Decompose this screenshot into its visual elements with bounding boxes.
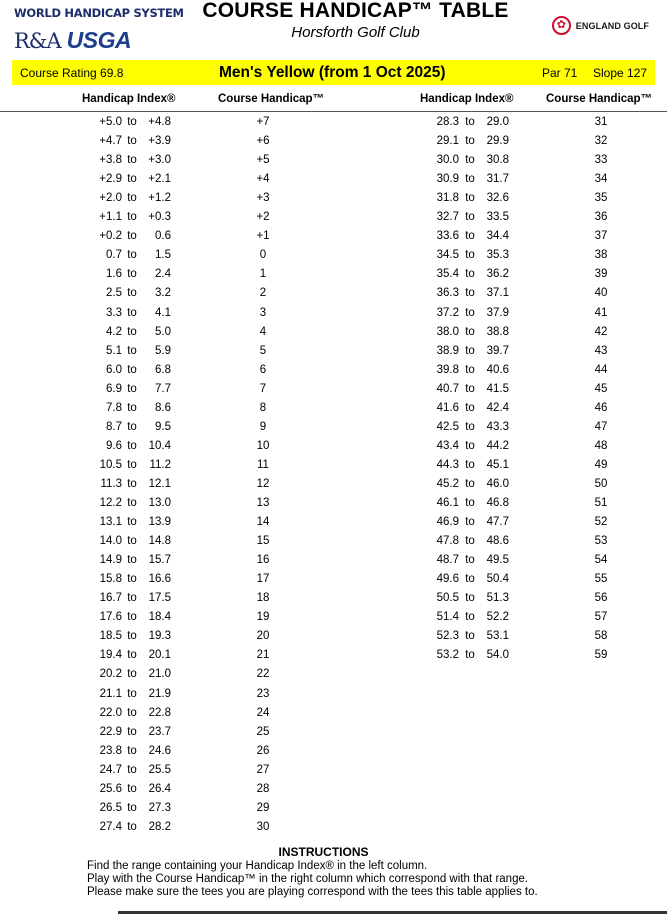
instructions-title: INSTRUCTIONS — [278, 845, 369, 859]
course-handicap-value: 7 — [259, 382, 267, 395]
index-range-low: 52.3 — [436, 630, 459, 643]
tee-info-band — [12, 60, 655, 85]
course-handicap-value: 8 — [259, 401, 267, 414]
par-value: Par 71 — [542, 65, 578, 80]
index-range-low: +5.0 — [99, 116, 122, 128]
index-range-high: 7.7 — [155, 382, 171, 395]
index-range-high: 33.5 — [486, 211, 509, 224]
index-range-high: 53.1 — [486, 630, 509, 643]
course-handicap-value: +4 — [256, 173, 270, 186]
left-course-handicap-header: Course Handicap™ — [218, 93, 325, 105]
left-index-header: Handicap Index® — [82, 93, 176, 105]
index-range-high: 49.5 — [486, 554, 509, 567]
index-range-high: 45.1 — [486, 458, 509, 471]
index-range-low: 39.8 — [436, 363, 459, 376]
index-range-low: 42.5 — [436, 420, 459, 433]
index-range-high: 36.2 — [486, 268, 509, 281]
index-range-low: 46.1 — [436, 497, 459, 509]
club-name: Horsforth Golf Club — [291, 24, 420, 41]
index-range-low: 41.6 — [436, 401, 459, 414]
index-range-low: 53.2 — [436, 649, 459, 662]
instruction-line: Find the range containing your Handicap Index® in the left column. — [87, 860, 428, 872]
index-range-low: +2.9 — [99, 173, 122, 186]
world-handicap-system-logo: WORLD HANDICAP SYSTEM — [14, 6, 184, 20]
course-handicap-value: 46 — [594, 401, 608, 414]
range-separator: to — [465, 516, 475, 529]
index-range-low: 50.5 — [436, 592, 459, 605]
course-handicap-value: 21 — [256, 649, 270, 662]
index-range-low: 47.8 — [436, 535, 459, 548]
course-handicap-value: 55 — [594, 573, 608, 586]
index-range-low: 10.5 — [99, 458, 122, 471]
range-separator: to — [127, 116, 137, 128]
course-handicap-value: 20 — [256, 630, 270, 643]
course-handicap-value: 14 — [256, 516, 270, 529]
course-handicap-value: 32 — [594, 135, 608, 148]
range-separator: to — [127, 268, 137, 281]
course-handicap-value: 56 — [594, 592, 608, 605]
index-range-high: 15.7 — [148, 554, 171, 567]
instructions — [0, 845, 667, 899]
range-separator: to — [465, 477, 475, 490]
index-range-low: 20.2 — [99, 668, 122, 681]
range-separator: to — [127, 439, 137, 452]
rose-icon: ✿ — [552, 16, 571, 35]
right-index-header: Handicap Index® — [420, 93, 514, 105]
course-handicap-value: +3 — [256, 192, 270, 205]
index-range-high: 32.6 — [486, 192, 509, 205]
index-range-high: 31.7 — [486, 173, 509, 186]
index-range-high: 46.0 — [486, 477, 509, 490]
range-separator: to — [127, 154, 137, 167]
index-range-high: 20.1 — [148, 649, 171, 662]
instruction-line: Play with the Course Handicap™ in the right column which correspond with that range. — [87, 873, 529, 885]
range-separator: to — [127, 535, 137, 548]
index-range-high: 54.0 — [486, 649, 509, 662]
course-rating: Course Rating 69.8 — [20, 65, 124, 80]
course-handicap-value: 11 — [257, 458, 269, 471]
course-handicap-value: 3 — [259, 306, 267, 319]
course-handicap-value: 6 — [259, 363, 267, 376]
course-handicap-value: 12 — [256, 477, 270, 490]
index-range-low: 17.6 — [99, 611, 122, 624]
index-range-high: 29.9 — [486, 135, 509, 148]
course-handicap-value: 25 — [256, 725, 270, 738]
index-range-high: 24.6 — [148, 744, 171, 757]
course-handicap-value: 48 — [594, 439, 608, 452]
index-range-high: 39.7 — [486, 344, 509, 357]
range-separator: to — [465, 287, 475, 300]
index-range-high: 41.5 — [486, 382, 509, 395]
range-separator: to — [127, 573, 137, 586]
index-range-low: 23.8 — [99, 744, 122, 757]
tee-name: Men's Yellow (from 1 Oct 2025) — [219, 63, 446, 81]
index-range-low: 29.1 — [436, 135, 459, 148]
index-range-low: 25.6 — [99, 782, 122, 795]
course-handicap-value: 53 — [594, 535, 608, 548]
course-handicap-value: 28 — [256, 782, 270, 795]
index-range-high: 16.6 — [148, 573, 171, 586]
range-separator: to — [127, 687, 137, 700]
page-title: COURSE HANDICAP™ TABLE — [202, 0, 509, 22]
index-range-low: 51.4 — [436, 611, 459, 624]
index-range-low: 8.7 — [106, 420, 122, 433]
course-handicap-value: 13 — [256, 497, 270, 509]
index-range-low: 16.7 — [99, 592, 122, 605]
range-separator: to — [465, 401, 475, 414]
index-range-low: 0.7 — [106, 249, 122, 262]
index-range-high: 12.1 — [148, 477, 171, 490]
range-separator: to — [127, 782, 137, 795]
course-handicap-value: 17 — [256, 573, 270, 586]
index-range-low: 36.3 — [436, 287, 459, 300]
range-separator: to — [127, 477, 137, 490]
index-range-low: 27.4 — [99, 820, 122, 833]
index-range-high: 48.6 — [486, 535, 509, 548]
index-range-low: 1.6 — [106, 268, 122, 281]
range-separator: to — [127, 458, 137, 471]
index-range-low: 21.1 — [99, 687, 122, 700]
index-range-low: 13.1 — [99, 516, 122, 529]
range-separator: to — [465, 325, 475, 338]
range-separator: to — [465, 116, 475, 128]
range-separator: to — [127, 668, 137, 681]
instruction-line: Please make sure the tees you are playing correspond with the tees this table applies to. — [87, 886, 538, 898]
index-range-high: 2.4 — [155, 268, 171, 281]
course-handicap-value: 9 — [259, 420, 267, 433]
index-range-high: 29.0 — [486, 116, 509, 128]
right-course-handicap-header: Course Handicap™ — [546, 93, 653, 105]
footer-rule — [118, 911, 667, 914]
course-handicap-value: 34 — [594, 173, 608, 186]
index-range-high: 43.3 — [486, 420, 509, 433]
index-range-low: 14.0 — [99, 535, 122, 548]
range-separator: to — [127, 344, 137, 357]
course-handicap-value: 22 — [256, 668, 270, 681]
course-handicap-value: +5 — [256, 154, 270, 167]
course-handicap-value: 23 — [256, 687, 270, 700]
range-separator: to — [465, 611, 475, 624]
usga-logo: USGA — [66, 27, 132, 53]
course-handicap-value: 2 — [259, 287, 267, 300]
range-separator: to — [465, 458, 475, 471]
randa-logo: R&A — [14, 29, 61, 53]
range-separator: to — [127, 420, 137, 433]
range-separator: to — [127, 554, 137, 567]
range-separator: to — [465, 535, 475, 548]
index-range-high: 37.9 — [486, 306, 509, 319]
course-handicap-value: 47 — [594, 420, 608, 433]
range-separator: to — [127, 325, 137, 338]
index-range-high: 47.7 — [486, 516, 509, 529]
index-range-high: 21.0 — [148, 668, 171, 681]
index-range-low: 5.1 — [106, 344, 122, 357]
range-separator: to — [465, 268, 475, 281]
index-range-high: 3.2 — [155, 287, 171, 300]
index-range-low: 33.6 — [436, 230, 459, 243]
index-range-low: 6.0 — [106, 363, 122, 376]
index-range-high: 28.2 — [148, 820, 171, 833]
range-separator: to — [127, 820, 137, 833]
course-handicap-value: 54 — [594, 554, 608, 567]
england-golf-logo-text: ENGLAND GOLF — [575, 20, 649, 31]
range-separator: to — [127, 706, 137, 719]
course-handicap-value: 5 — [259, 344, 267, 357]
index-range-low: 38.9 — [436, 344, 459, 357]
index-range-low: 14.9 — [99, 554, 122, 567]
index-range-low: 45.2 — [436, 477, 459, 490]
course-handicap-value: 19 — [256, 611, 270, 624]
index-range-high: 13.0 — [148, 497, 171, 509]
range-separator: to — [127, 516, 137, 529]
index-range-low: +0.2 — [99, 230, 122, 243]
course-handicap-value: +7 — [256, 116, 270, 128]
index-range-high: 9.5 — [155, 420, 171, 433]
range-separator: to — [127, 763, 137, 776]
course-handicap-value: 59 — [594, 649, 608, 662]
index-range-low: 7.8 — [106, 401, 122, 414]
course-handicap-value: 15 — [256, 535, 270, 548]
index-range-low: 38.0 — [436, 325, 459, 338]
index-range-high: 23.7 — [148, 725, 171, 738]
range-separator: to — [465, 135, 475, 148]
index-range-low: 46.9 — [436, 516, 459, 529]
range-separator: to — [465, 192, 475, 205]
index-range-low: 30.0 — [436, 154, 459, 167]
index-range-high: 6.8 — [155, 363, 171, 376]
range-separator: to — [127, 306, 137, 319]
index-range-high: 38.8 — [486, 325, 509, 338]
range-separator: to — [127, 592, 137, 605]
index-range-low: 12.2 — [99, 497, 122, 509]
index-range-high: 30.8 — [486, 154, 509, 167]
index-range-low: 48.7 — [436, 554, 459, 567]
index-range-low: +1.1 — [99, 211, 122, 224]
index-range-high: 44.2 — [486, 439, 509, 452]
index-range-high: 1.5 — [155, 249, 171, 262]
range-separator: to — [127, 801, 137, 814]
index-range-low: 22.9 — [99, 725, 122, 738]
index-range-low: 3.3 — [106, 306, 122, 319]
course-handicap-value: 40 — [594, 287, 608, 300]
range-separator: to — [465, 173, 475, 186]
range-separator: to — [465, 649, 475, 662]
index-range-low: 43.4 — [436, 439, 459, 452]
course-handicap-value: 57 — [594, 611, 608, 624]
range-separator: to — [465, 211, 475, 224]
index-range-high: 51.3 — [486, 592, 509, 605]
course-handicap-value: 30 — [256, 820, 270, 833]
index-range-high: 52.2 — [486, 611, 509, 624]
range-separator: to — [127, 744, 137, 757]
index-range-high: +2.1 — [148, 173, 171, 186]
index-range-low: 28.3 — [436, 116, 459, 128]
index-range-low: +4.7 — [99, 135, 122, 148]
range-separator: to — [465, 497, 475, 509]
course-handicap-value: 50 — [594, 477, 608, 490]
index-range-low: 34.5 — [436, 249, 459, 262]
index-range-high: 14.8 — [148, 535, 171, 548]
range-separator: to — [465, 420, 475, 433]
index-range-high: 27.3 — [148, 801, 171, 814]
index-range-low: +3.8 — [99, 154, 122, 167]
index-range-low: 40.7 — [436, 382, 459, 395]
course-handicap-value: 18 — [256, 592, 270, 605]
range-separator: to — [465, 249, 475, 262]
index-range-high: 5.9 — [155, 344, 171, 357]
range-separator: to — [465, 344, 475, 357]
course-handicap-value: 42 — [594, 325, 608, 338]
index-range-high: 40.6 — [486, 363, 509, 376]
course-handicap-value: 41 — [594, 306, 608, 319]
course-handicap-value: 16 — [256, 554, 270, 567]
index-range-low: 44.3 — [436, 458, 459, 471]
index-range-high: 4.1 — [155, 306, 171, 319]
index-range-high: 26.4 — [148, 782, 171, 795]
course-handicap-value: 24 — [256, 706, 270, 719]
index-range-low: 32.7 — [436, 211, 459, 224]
index-range-low: 35.4 — [436, 268, 459, 281]
index-range-high: 0.6 — [155, 230, 171, 243]
index-range-low: 11.3 — [100, 477, 122, 490]
index-range-high: 10.4 — [148, 439, 171, 452]
range-separator: to — [127, 135, 137, 148]
range-separator: to — [465, 592, 475, 605]
index-range-low: 19.4 — [99, 649, 122, 662]
index-range-low: 22.0 — [99, 706, 122, 719]
course-handicap-value: 29 — [256, 801, 270, 814]
range-separator: to — [127, 497, 137, 509]
range-separator: to — [465, 630, 475, 643]
range-separator: to — [465, 306, 475, 319]
index-range-low: 6.9 — [106, 382, 122, 395]
index-range-low: 15.8 — [99, 573, 122, 586]
range-separator: to — [465, 439, 475, 452]
range-separator: to — [127, 192, 137, 205]
index-range-low: 30.9 — [436, 173, 459, 186]
index-range-high: 42.4 — [486, 401, 509, 414]
range-separator: to — [127, 382, 137, 395]
range-separator: to — [127, 725, 137, 738]
index-range-high: +0.3 — [148, 211, 171, 224]
index-range-low: 9.6 — [106, 439, 122, 452]
course-handicap-value: 44 — [594, 363, 608, 376]
index-range-low: 49.6 — [436, 573, 459, 586]
range-separator: to — [127, 649, 137, 662]
range-separator: to — [127, 611, 137, 624]
slope-value: Slope 127 — [593, 65, 648, 80]
course-handicap-value: 51 — [594, 497, 608, 509]
index-range-high: 50.4 — [486, 573, 509, 586]
range-separator: to — [465, 154, 475, 167]
course-handicap-value: +2 — [256, 211, 270, 224]
course-handicap-value: 39 — [594, 268, 608, 281]
index-range-low: +2.0 — [99, 192, 122, 205]
header-divider — [0, 111, 667, 112]
index-range-low: 2.5 — [106, 287, 122, 300]
range-separator: to — [127, 630, 137, 643]
index-range-low: 37.2 — [436, 306, 459, 319]
index-range-high: 22.8 — [148, 706, 171, 719]
course-handicap-value: 58 — [594, 630, 608, 643]
course-handicap-value: 52 — [594, 516, 608, 529]
england-golf-logo — [552, 16, 649, 35]
course-handicap-value: 38 — [594, 249, 608, 262]
index-range-high: 18.4 — [148, 611, 171, 624]
index-range-high: 25.5 — [148, 763, 171, 776]
course-handicap-value: 45 — [594, 382, 608, 395]
range-separator: to — [465, 363, 475, 376]
index-range-low: 4.2 — [106, 325, 122, 338]
course-handicap-value: +6 — [256, 135, 270, 148]
course-handicap-value: 4 — [259, 325, 267, 338]
index-range-high: 8.6 — [155, 401, 171, 414]
range-separator: to — [127, 249, 137, 262]
course-handicap-value: 10 — [256, 439, 270, 452]
range-separator: to — [465, 382, 475, 395]
course-handicap-value: 26 — [256, 744, 270, 757]
range-separator: to — [465, 573, 475, 586]
index-range-high: 21.9 — [148, 687, 171, 700]
index-range-high: 5.0 — [155, 325, 171, 338]
index-range-high: 37.1 — [486, 287, 509, 300]
index-range-low: 31.8 — [436, 192, 459, 205]
course-handicap-value: 33 — [594, 154, 608, 167]
course-handicap-value: 1 — [259, 268, 267, 281]
range-separator: to — [465, 554, 475, 567]
range-separator: to — [127, 287, 137, 300]
index-range-high: 17.5 — [148, 592, 171, 605]
range-separator: to — [127, 363, 137, 376]
course-handicap-value: 35 — [594, 192, 608, 205]
range-separator: to — [127, 211, 137, 224]
index-range-high: 46.8 — [486, 497, 509, 509]
index-range-high: +3.9 — [148, 135, 171, 148]
course-handicap-value: 36 — [594, 211, 608, 224]
range-separator: to — [465, 230, 475, 243]
index-range-high: +1.2 — [148, 192, 171, 205]
index-range-high: 35.3 — [486, 249, 509, 262]
index-range-high: +4.8 — [148, 116, 171, 128]
course-handicap-value: 31 — [594, 116, 608, 128]
index-range-high: 11.2 — [149, 458, 171, 471]
range-separator: to — [127, 173, 137, 186]
course-handicap-value: 0 — [259, 249, 267, 262]
range-separator: to — [127, 230, 137, 243]
index-range-high: 34.4 — [486, 230, 509, 243]
index-range-high: +3.0 — [148, 154, 171, 167]
index-range-low: 26.5 — [99, 801, 122, 814]
index-range-low: 18.5 — [99, 630, 122, 643]
range-separator: to — [127, 401, 137, 414]
course-handicap-value: 37 — [594, 230, 608, 243]
course-handicap-value: 43 — [594, 344, 608, 357]
index-range-high: 19.3 — [148, 630, 171, 643]
course-handicap-value: 49 — [594, 458, 608, 471]
index-range-low: 24.7 — [99, 763, 122, 776]
course-handicap-value: +1 — [256, 230, 270, 243]
index-range-high: 13.9 — [148, 516, 171, 529]
course-handicap-value: 27 — [256, 763, 270, 776]
